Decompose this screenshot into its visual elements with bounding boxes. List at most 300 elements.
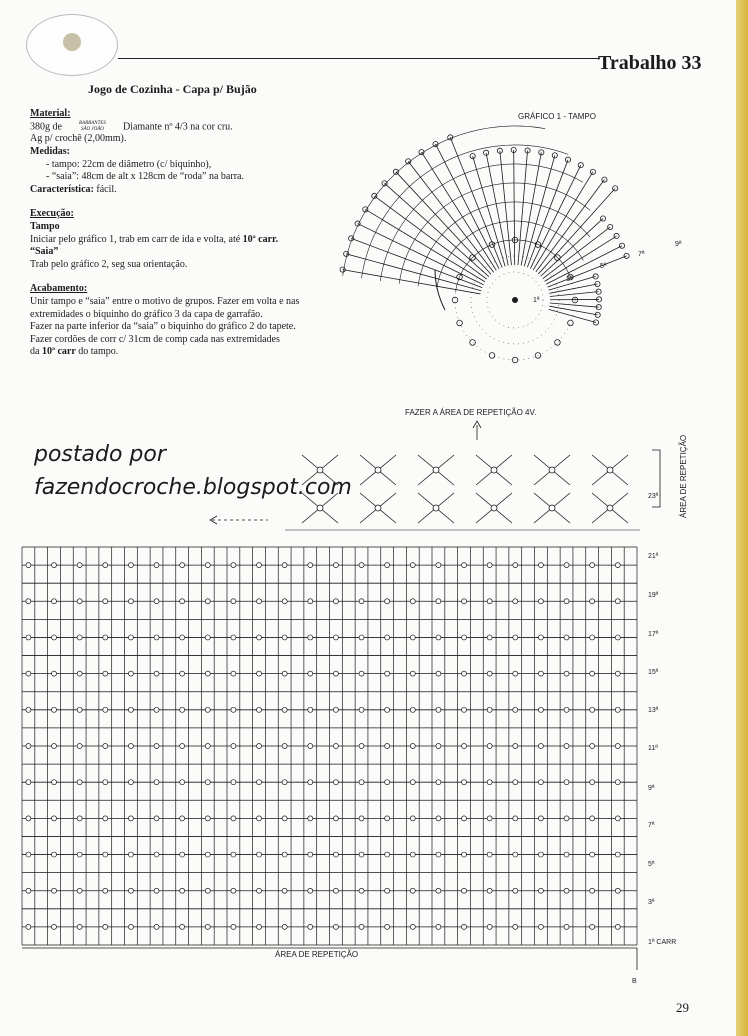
chart-2-chain: [257, 671, 262, 676]
chart-2-chain: [180, 563, 185, 568]
tampo-text-a: Iniciar pelo gráfico 1, trab em carr de ida e volta, até: [30, 233, 241, 245]
chart-1-ring-chain: [555, 340, 561, 346]
chart-2-chain: [436, 816, 441, 821]
chart-2-chain: [103, 563, 108, 568]
chart-2-chain: [77, 780, 82, 785]
chart-1-direction-arrow: [435, 270, 445, 310]
chart-2-chain: [359, 924, 364, 929]
chart-2-chain: [590, 707, 595, 712]
chart-2-chain: [308, 563, 313, 568]
chart-2-row-label: 19ª: [648, 592, 659, 599]
chart-2-chain: [52, 671, 57, 676]
chart-2-chain: [487, 599, 492, 604]
chart-2-row-label: 11ª: [648, 745, 658, 752]
saia-heading: “Saia”: [30, 246, 59, 258]
chart-2-chain: [410, 780, 415, 785]
chart-2-chain: [128, 888, 133, 893]
chart-2-chain: [103, 635, 108, 640]
chart-2-row-label: 21ª: [648, 553, 659, 560]
chart-2-chain: [77, 816, 82, 821]
chart-2-chain: [308, 780, 313, 785]
chart-2-top-label: FAZER A ÁREA DE REPETIÇÃO 4V.: [405, 408, 537, 417]
chart-2-chain: [308, 744, 313, 749]
chart-2-chain: [205, 924, 210, 929]
material-line-2: Ag p/ crochê (2,00mm).: [30, 133, 127, 145]
chart-2-chain: [231, 744, 236, 749]
chart-2-chain: [26, 671, 31, 676]
chart-2-chain: [77, 888, 82, 893]
chart-2-chain: [180, 780, 185, 785]
chart-2-chain: [385, 635, 390, 640]
chart-2-chain: [282, 599, 287, 604]
chart-2-chain: [513, 599, 518, 604]
chart-2-chain: [231, 888, 236, 893]
material-heading: Material:: [30, 108, 71, 119]
chart-2-chain: [77, 924, 82, 929]
chart-1-stitch: [545, 236, 617, 281]
chart-2-chain: [103, 707, 108, 712]
material-qty: 380g de: [30, 120, 62, 132]
chart-2-chain: [410, 599, 415, 604]
chart-2-chain: [385, 599, 390, 604]
chart-2-chain: [487, 852, 492, 857]
chart-2-chain: [590, 635, 595, 640]
chart-2-chain: [103, 816, 108, 821]
chart-2-chain: [154, 671, 159, 676]
chart-2-chain: [257, 888, 262, 893]
chart-2-chain: [333, 744, 338, 749]
chart-2-chain: [436, 671, 441, 676]
chart-1-chain: [565, 157, 570, 162]
chart-2-chain: [359, 888, 364, 893]
chart-2-chain: [103, 888, 108, 893]
chart-2-chain: [103, 671, 108, 676]
chart-2-chain: [26, 816, 31, 821]
chart-2-chain: [77, 744, 82, 749]
saia-text: Trab pelo gráfico 2, seg sua orientação.: [30, 258, 188, 270]
chart-2-chain: [410, 924, 415, 929]
chart-1-stitch: [541, 218, 603, 276]
chart-2-chain: [26, 599, 31, 604]
watermark-line-1: postado por: [34, 442, 166, 467]
chart-2-chain: [180, 888, 185, 893]
chart-2-chain: [231, 707, 236, 712]
chart-2-chain: [180, 924, 185, 929]
chart-2-chain: [231, 816, 236, 821]
chart-2-chain: [128, 671, 133, 676]
chart-2-chain: [77, 707, 82, 712]
acab-4: Fazer cordões de corr c/ 31cm de comp cada nas extremidades: [30, 333, 280, 345]
chart-2-chain: [385, 888, 390, 893]
chart-2-chain: [154, 816, 159, 821]
chart-2-chain: [308, 888, 313, 893]
chart-2-chain: [333, 635, 338, 640]
chart-2-chain: [615, 852, 620, 857]
chart-2-cluster-chain: [433, 505, 439, 511]
chart-2-cluster-chain: [607, 467, 613, 473]
chart-2-chain: [462, 744, 467, 749]
chart-2-chain: [103, 924, 108, 929]
chart-2-chain: [487, 671, 492, 676]
chart-2-chain: [359, 599, 364, 604]
chart-2-row-label: 3ª: [648, 899, 655, 906]
chart-1-stitch: [351, 238, 482, 287]
chart-2-chain: [128, 816, 133, 821]
chart-2-chain: [205, 599, 210, 604]
page-title: Trabalho 33: [598, 52, 702, 74]
chart-2-chain: [333, 671, 338, 676]
chart-2-chain: [154, 563, 159, 568]
chart-2-chain: [282, 780, 287, 785]
chart-2-row-label: 23ª: [648, 493, 659, 500]
chart-2-chain: [615, 707, 620, 712]
chart-2-chain: [615, 780, 620, 785]
chart-2-row-label: 9ª: [648, 785, 655, 792]
acab-2: extremidades o biquinho do gráfico 3 da capa de garrafão.: [30, 308, 263, 320]
page-number: 29: [676, 1000, 689, 1015]
chart-2-chain: [77, 635, 82, 640]
chart-2-chain: [513, 852, 518, 857]
chart-2-chain: [154, 924, 159, 929]
chart-2-chain: [231, 671, 236, 676]
chart-2-chain: [52, 635, 57, 640]
chart-2-chain: [52, 744, 57, 749]
chart-2-chain: [436, 924, 441, 929]
chart-2-chain: [385, 671, 390, 676]
chart-2-chain: [103, 599, 108, 604]
chart-2-chain: [410, 635, 415, 640]
chart-2-chain: [436, 780, 441, 785]
chart-2-chain: [52, 599, 57, 604]
chart-1-tampo-diagram: [340, 126, 629, 363]
chart-1-stitch: [543, 227, 610, 279]
chart-2-chain: [257, 924, 262, 929]
chart-2-chain: [333, 707, 338, 712]
chart-2-chain: [180, 744, 185, 749]
chart-2-chain: [282, 563, 287, 568]
acab-5c: do tampo.: [78, 346, 119, 358]
chart-2-chain: [154, 599, 159, 604]
chart-2-side-label: ÁREA DE REPETIÇÃO: [679, 434, 688, 518]
chart-2-row-label: 5ª: [648, 861, 655, 868]
chart-1-chain: [552, 153, 557, 158]
chart-2-chain: [103, 744, 108, 749]
chart-2-chain: [487, 635, 492, 640]
chart-1-chain: [602, 177, 607, 182]
chart-2-chain: [436, 888, 441, 893]
chart-2-chain: [231, 924, 236, 929]
chart-2-chain: [487, 816, 492, 821]
caracteristica-value: fácil.: [96, 183, 117, 195]
chart-2-chain: [590, 816, 595, 821]
chart-2-chain: [231, 599, 236, 604]
chart-2-chain: [333, 888, 338, 893]
chart-2-bottom-label: ÁREA DE REPETIÇÃO: [275, 950, 359, 959]
chart-2-cluster-chain: [375, 467, 381, 473]
chart-2-chain: [564, 707, 569, 712]
tampo-text-b: 10ª carr.: [242, 233, 279, 245]
chart-2-chain: [180, 599, 185, 604]
chart-2-chain: [590, 744, 595, 749]
chart-2-chain: [615, 924, 620, 929]
chart-2-chain: [359, 635, 364, 640]
chart-2-chain: [103, 852, 108, 857]
chart-2-chain: [154, 780, 159, 785]
chart-2-chain: [26, 924, 31, 929]
chart-1-chain: [608, 224, 613, 229]
tampo-heading: Tampo: [30, 221, 60, 233]
chart-2-chain: [257, 780, 262, 785]
chart-2-chain: [282, 744, 287, 749]
chart-2-chain: [205, 852, 210, 857]
chart-2-chain: [52, 816, 57, 821]
chart-2-chain: [26, 888, 31, 893]
chart-2-chain: [128, 707, 133, 712]
chart-2-chain: [282, 707, 287, 712]
chart-2-chain: [308, 816, 313, 821]
chart-1-stitch: [527, 160, 568, 268]
chart-2-chain: [77, 852, 82, 857]
chart-2-chain: [487, 744, 492, 749]
chart-2-chain: [436, 635, 441, 640]
chart-2-chain: [538, 563, 543, 568]
chart-2-chain: [257, 599, 262, 604]
chart-1-chain: [619, 243, 624, 248]
chart-2-row-label: 13ª: [648, 707, 659, 714]
chart-2-chain: [538, 816, 543, 821]
chart-2-chain: [487, 780, 492, 785]
chart-2-chain: [128, 852, 133, 857]
chart-2-chain: [26, 744, 31, 749]
chart-1-center: [512, 297, 518, 303]
chart-2-chain: [410, 671, 415, 676]
chart-2-chain: [513, 924, 518, 929]
chart-2-chain: [513, 888, 518, 893]
chart-2-chain: [308, 852, 313, 857]
chart-1-stitch: [473, 156, 505, 266]
chart-2-chain: [487, 563, 492, 568]
chart-2-chain: [538, 852, 543, 857]
chart-2-chain: [513, 707, 518, 712]
chart-2-chain: [538, 744, 543, 749]
chart-2-chain: [26, 707, 31, 712]
chart-2-chain: [359, 563, 364, 568]
chart-2-chain: [462, 852, 467, 857]
chart-2-chain: [513, 816, 518, 821]
chart-2-chain: [410, 816, 415, 821]
chart-2-chain: [26, 780, 31, 785]
chart-2-chain: [462, 635, 467, 640]
chart-2-chain: [205, 744, 210, 749]
chart-2-chain: [590, 599, 595, 604]
chart-2-chain: [282, 635, 287, 640]
chart-2-chain: [282, 888, 287, 893]
chart-2-chain: [205, 671, 210, 676]
chart-1-stitch: [486, 153, 508, 266]
watermark-line-2: fazendocroche.blogspot.com: [34, 475, 352, 500]
chart-2-chain: [462, 816, 467, 821]
chart-2-chain: [385, 852, 390, 857]
chart-2-chain: [410, 852, 415, 857]
chart-2-chain: [77, 599, 82, 604]
chart-2-cluster-chain: [375, 505, 381, 511]
chart-2-chain: [205, 707, 210, 712]
chart-1-stitch: [346, 254, 481, 291]
chart-2-chain: [513, 744, 518, 749]
chart-2-chain: [462, 924, 467, 929]
chart-1-stitch: [549, 306, 597, 315]
chart-2-chain: [128, 744, 133, 749]
chart-1-chain: [613, 186, 618, 191]
chart-2-saia-diagram: [22, 455, 640, 945]
chart-2-chain: [257, 563, 262, 568]
caracteristica-label: Característica:: [30, 183, 94, 195]
chart-2-chain: [462, 888, 467, 893]
chart-2-chain: [385, 816, 390, 821]
chart-1-stitch: [374, 196, 487, 279]
chart-2-chain: [128, 563, 133, 568]
chart-2-chain: [128, 780, 133, 785]
chart-2-chain: [205, 888, 210, 893]
chart-2-chain: [52, 780, 57, 785]
chart-2-chain: [52, 888, 57, 893]
chart-1-stitch: [408, 161, 493, 272]
chart-1-title: GRÁFICO 1 - TAMPO: [518, 112, 596, 121]
chart-2-chain: [436, 852, 441, 857]
chart-1-row-label: 5ª: [600, 263, 607, 270]
chart-2-chain: [615, 671, 620, 676]
chart-2-chain: [26, 563, 31, 568]
chart-2-row-label: 7ª: [648, 822, 655, 829]
chart-2-chain: [487, 924, 492, 929]
chart-2-chain: [205, 780, 210, 785]
chart-2-chain: [564, 671, 569, 676]
chart-2-chain: [513, 780, 518, 785]
chart-2-chain: [436, 563, 441, 568]
chart-2-chain: [410, 888, 415, 893]
chart-2-chain: [385, 707, 390, 712]
chart-2-chain: [462, 599, 467, 604]
chart-2-chain: [128, 599, 133, 604]
medidas-heading: Medidas:: [30, 146, 70, 158]
execucao-heading: Execução:: [30, 208, 74, 220]
chart-1-stitch: [546, 246, 622, 284]
chart-2-chain: [487, 707, 492, 712]
chart-2-chain: [615, 888, 620, 893]
medidas-2: - “saia”: 48cm de alt x 128cm de “roda” na barra.: [46, 171, 244, 183]
chart-2-chain: [282, 816, 287, 821]
chart-1-stitch: [548, 256, 627, 287]
chart-1-stitch: [518, 151, 528, 266]
chart-2-chain: [359, 707, 364, 712]
chart-2-chain: [538, 924, 543, 929]
chart-2-chain: [282, 852, 287, 857]
material-yarn: Diamante nº 4/3 na cor cru.: [122, 120, 233, 132]
chart-2-chain: [77, 563, 82, 568]
chart-2-chain: [359, 671, 364, 676]
chart-2-chain: [538, 599, 543, 604]
chart-2-chain: [359, 744, 364, 749]
chart-2-chain: [26, 635, 31, 640]
chart-2-cluster-chain: [317, 505, 323, 511]
chart-1-chain: [578, 163, 583, 168]
chart-2-chain: [487, 888, 492, 893]
chart-2-chain: [564, 599, 569, 604]
chart-2-cluster-chain: [491, 505, 497, 511]
chart-2-chain: [308, 671, 313, 676]
chart-2-chain: [103, 780, 108, 785]
chart-2-chain: [180, 635, 185, 640]
chart-2-chain: [231, 780, 236, 785]
chart-2-chain: [436, 599, 441, 604]
chart-2-chain: [257, 852, 262, 857]
chart-2-chain: [385, 924, 390, 929]
chart-2-chain: [564, 888, 569, 893]
chart-2-chain: [180, 852, 185, 857]
chart-2-corner-label: B: [632, 978, 637, 985]
chart-2-cluster-chain: [433, 467, 439, 473]
chart-1-ring-chain: [470, 340, 476, 346]
chart-2-chain: [590, 671, 595, 676]
chart-2-row-label: 17ª: [648, 631, 659, 638]
acab-1: Unir tampo e “saia” entre o motivo de grupos. Fazer em volta e nas: [30, 296, 300, 308]
chart-2-chain: [333, 816, 338, 821]
brand-bottom: SÃO JOÃO: [80, 126, 104, 132]
chart-2-chain: [128, 924, 133, 929]
chart-2-chain: [462, 707, 467, 712]
chart-2-chain: [257, 816, 262, 821]
chart-1-arc: [362, 145, 569, 278]
acab-3: Fazer na parte inferior da “saia” o biquinho do gráfico 2 do tapete.: [30, 321, 296, 333]
chart-2-chain: [154, 635, 159, 640]
chart-2-chain: [513, 563, 518, 568]
chart-1-row-label: 9ª: [675, 241, 682, 248]
chart-2-chain: [333, 780, 338, 785]
chart-1-ring-chain: [489, 353, 495, 359]
chart-2-chain: [615, 744, 620, 749]
chart-2-chain: [308, 924, 313, 929]
chart-1-stitch: [550, 303, 599, 307]
chart-2-chain: [154, 888, 159, 893]
chart-1-stitch: [549, 284, 597, 293]
chart-2-cluster-chain: [607, 505, 613, 511]
chart-2-chain: [180, 671, 185, 676]
chart-2-chain: [257, 744, 262, 749]
chart-2-chain: [333, 852, 338, 857]
chart-2-chain: [538, 888, 543, 893]
chart-1-row-label: 1ª: [533, 297, 540, 304]
chart-2-cluster-chain: [549, 467, 555, 473]
chart-2-chain: [436, 744, 441, 749]
chart-2-chain: [564, 744, 569, 749]
chart-2-chain: [333, 924, 338, 929]
chart-2-row-label: 1ª CARR: [648, 939, 677, 946]
chart-2-chain: [231, 563, 236, 568]
chart-2-chain: [52, 563, 57, 568]
chart-2-chain: [538, 707, 543, 712]
chart-2-chain: [333, 599, 338, 604]
chart-1-row-label: 3ª: [566, 276, 573, 283]
medidas-1: - tampo: 22cm de diâmetro (c/ biquinho),: [46, 158, 212, 170]
chart-2-chain: [538, 635, 543, 640]
chart-1-stitch: [521, 152, 541, 265]
chart-2-chain: [282, 924, 287, 929]
chart-2-chain: [462, 563, 467, 568]
chart-1-chain: [614, 233, 619, 238]
chart-1-ring-chain: [457, 320, 463, 326]
chart-2-chain: [615, 599, 620, 604]
chart-2-chain: [308, 599, 313, 604]
